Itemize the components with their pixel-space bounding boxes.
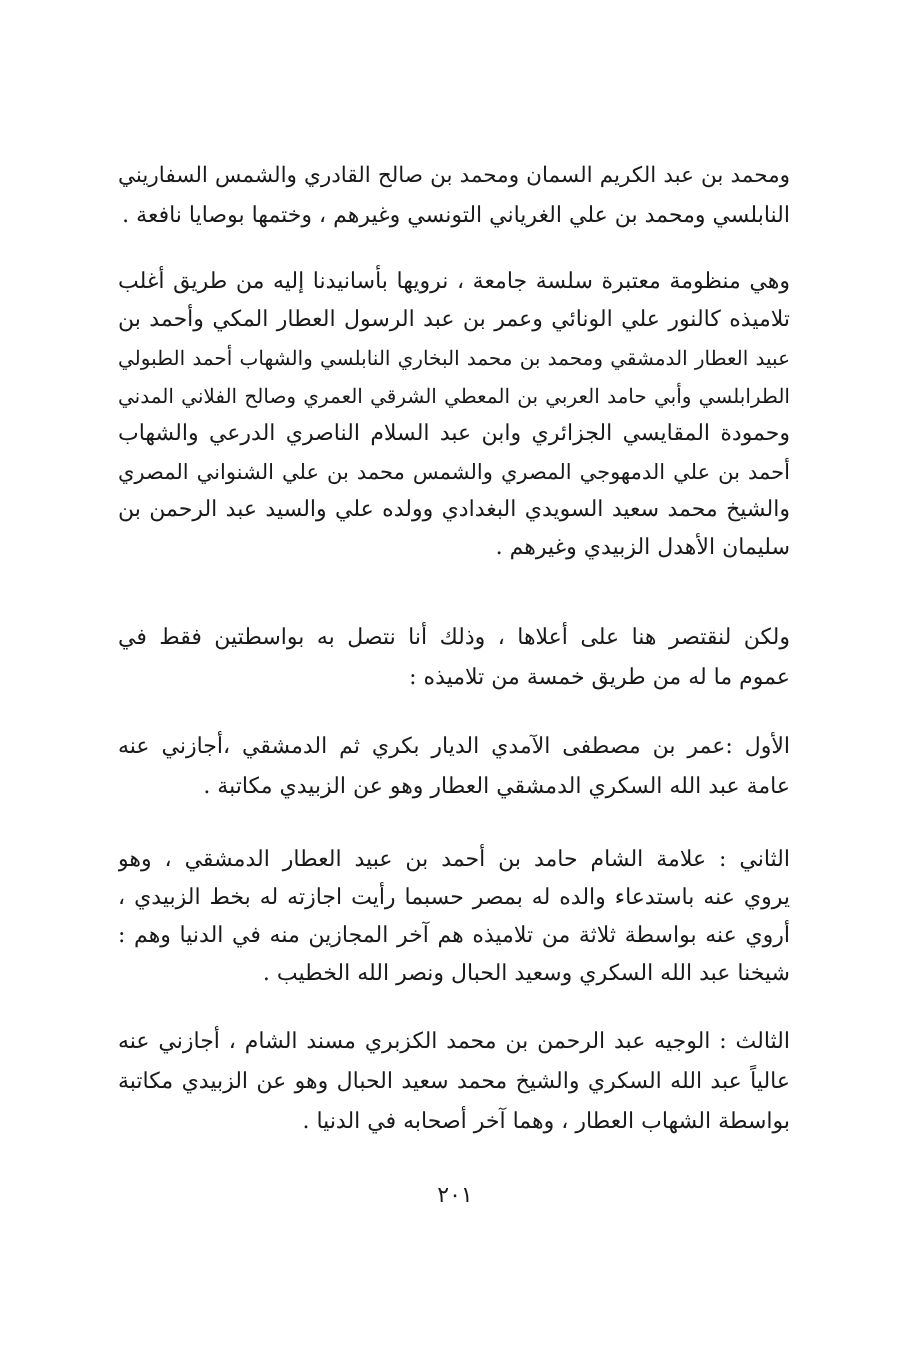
text-line: ومحمد بن عبد الكريم السمان ومحمد بن صالح القادري والشمس السفاريني	[118, 163, 790, 188]
text-line: والشيخ محمد سعيد السويدي البغدادي وولده علي والسيد عبد الرحمن بن	[118, 497, 790, 522]
text-line: أحمد بن علي الدمهوجي المصري والشمس محمد بن علي الشنواني المصري	[118, 460, 790, 484]
text-line: شيخنا عبد الله السكري وسعيد الحبال ونصر الله الخطيب .	[262, 961, 790, 986]
text-line: الطرابلسي وأبي حامد العربي بن المعطي الشرقي العمري وصالح الفلاني المدني	[118, 384, 790, 408]
text-line: النابلسي ومحمد بن علي الغرياني التونسي وغيرهم ، وختمها بوصايا نافعة .	[122, 203, 790, 228]
text-line: وحمودة المقايسي الجزائري وابن عبد السلام الناصري الدرعي والشهاب	[118, 421, 790, 446]
text-line: أروي عنه بواسطة ثلاثة من تلاميذه هم آخر المجازين منه في الدنيا وهم :	[118, 923, 790, 948]
text-line: سليمان الأهدل الزبيدي وغيرهم .	[495, 535, 790, 560]
text-line: عامة عبد الله السكري الدمشقي العطار وهو عن الزبيدي مكاتبة .	[203, 774, 790, 799]
text-line: بواسطة الشهاب العطار ، وهما آخر أصحابه في الدنيا .	[302, 1109, 790, 1134]
text-line: عالياً عبد الله السكري والشيخ محمد سعيد الحبال وهو عن الزبيدي مكاتبة	[118, 1069, 790, 1094]
text-line: وهي منظومة معتبرة سلسة جامعة ، نرويها بأسانيدنا إليه من طريق أغلب	[118, 269, 790, 294]
text-line: الأول :عمر بن مصطفى الآمدي الديار بكري ثم الدمشقي ،أجازني عنه	[118, 734, 790, 759]
text-line: ولكن لنقتصر هنا على أعلاها ، وذلك أنا نتصل به بواسطتين فقط في	[118, 625, 790, 650]
text-line: عبيد العطار الدمشقي ومحمد بن محمد البخاري النابلسي والشهاب أحمد الطبولي	[118, 346, 790, 370]
text-line: عموم ما له من طريق خمسة من تلاميذه :	[409, 665, 790, 690]
text-line: تلاميذه كالنور علي الونائي وعمر بن عبد الرسول العطار المكي وأحمد بن	[118, 307, 790, 332]
text-line: الثالث : الوجيه عبد الرحمن بن محمد الكزبري مسند الشام ، أجازني عنه	[118, 1029, 790, 1054]
page-number: ٢٠١	[437, 1183, 473, 1208]
text-line: الثاني : علامة الشام حامد بن أحمد بن عبيد العطار الدمشقي ، وهو	[118, 847, 790, 872]
text-line: يروي عنه باستدعاء والده له بمصر حسبما رأيت اجازته له بخط الزبيدي ،	[118, 885, 790, 910]
